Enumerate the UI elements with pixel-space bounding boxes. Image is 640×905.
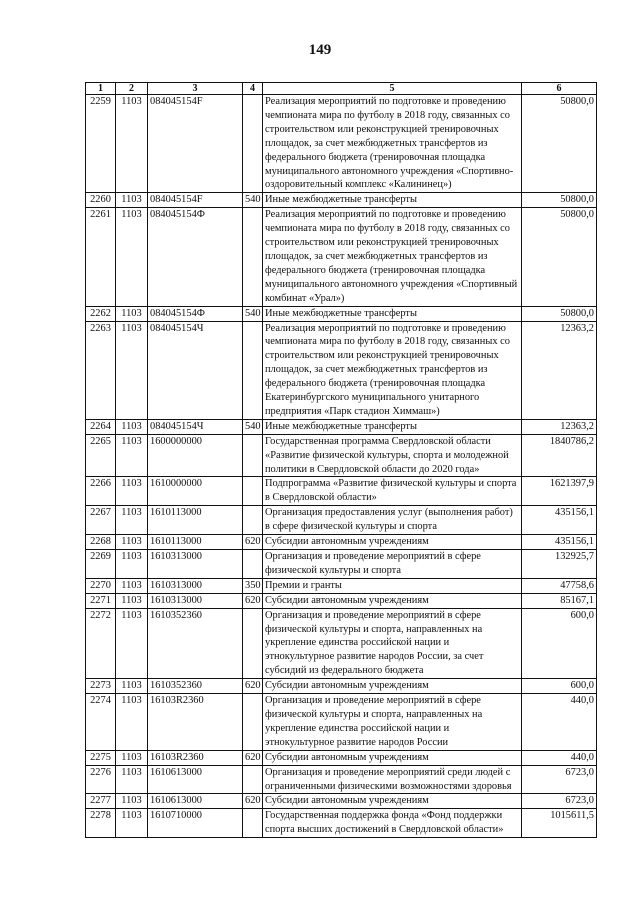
row-number-cell: 2272 bbox=[86, 608, 116, 679]
amount-cell: 435156,1 bbox=[522, 535, 597, 550]
row-number-cell: 2260 bbox=[86, 193, 116, 208]
section-code-cell: 1103 bbox=[116, 434, 148, 477]
budget-table bbox=[85, 82, 597, 838]
table-row bbox=[86, 608, 597, 679]
table-row bbox=[86, 694, 597, 751]
header-cell: 2 bbox=[116, 83, 148, 95]
row-number-cell: 2259 bbox=[86, 95, 116, 193]
description-cell: Субсидии автономным учреждениям bbox=[263, 679, 522, 694]
amount-cell: 1840786,2 bbox=[522, 434, 597, 477]
description-cell: Подпрограмма «Развитие физической культуры и спорта в Свердловской области» bbox=[263, 477, 522, 506]
amount-cell: 12363,2 bbox=[522, 419, 597, 434]
section-code-cell: 1103 bbox=[116, 193, 148, 208]
expense-type-cell: 540 bbox=[243, 306, 263, 321]
description-cell: Реализация мероприятий по подготовке и проведению чемпионата мира по футболу в 2018 году, связанных со строительством или реконструкцией тренировочных площадок, за счет межбюджетных трансфертов из федерального бюджета (тренировочная площадка муниципального автономного учреждения «Спортивный комбинат «Урал») bbox=[263, 208, 522, 306]
expense-type-cell bbox=[243, 809, 263, 838]
table-row bbox=[86, 321, 597, 419]
section-code-cell: 1103 bbox=[116, 694, 148, 751]
description-cell: Субсидии автономным учреждениям bbox=[263, 593, 522, 608]
description-cell: Иные межбюджетные трансферты bbox=[263, 419, 522, 434]
section-code-cell: 1103 bbox=[116, 578, 148, 593]
expense-type-cell bbox=[243, 208, 263, 306]
target-code-cell: 1610113000 bbox=[148, 535, 243, 550]
table-row bbox=[86, 578, 597, 593]
header-cell: 1 bbox=[86, 83, 116, 95]
section-code-cell: 1103 bbox=[116, 419, 148, 434]
target-code-cell: 16103R2360 bbox=[148, 694, 243, 751]
table-row bbox=[86, 306, 597, 321]
description-cell: Реализация мероприятий по подготовке и проведению чемпионата мира по футболу в 2018 году, связанных со строительством или реконструкцией тренировочных площадок, за счет межбюджетных трансфертов из федерального бюджета (тренировочная площадка муниципального автономного учреждения «Спортивно-оздоровительный комплекс «Калининец») bbox=[263, 95, 522, 193]
row-number-cell: 2270 bbox=[86, 578, 116, 593]
section-code-cell: 1103 bbox=[116, 535, 148, 550]
description-cell: Организация и проведение мероприятий в сфере физической культуры и спорта, направленных на укрепление единства российской нации и этнокультурное развитие народов России, за счет субсидий из федерального бюджета bbox=[263, 608, 522, 679]
target-code-cell: 084045154Ф bbox=[148, 306, 243, 321]
header-cell: 4 bbox=[243, 83, 263, 95]
expense-type-cell bbox=[243, 506, 263, 535]
target-code-cell: 1600000000 bbox=[148, 434, 243, 477]
row-number-cell: 2275 bbox=[86, 750, 116, 765]
table-row bbox=[86, 434, 597, 477]
table-row bbox=[86, 535, 597, 550]
target-code-cell: 1610000000 bbox=[148, 477, 243, 506]
amount-cell: 435156,1 bbox=[522, 506, 597, 535]
table-row bbox=[86, 193, 597, 208]
row-number-cell: 2263 bbox=[86, 321, 116, 419]
target-code-cell: 1610313000 bbox=[148, 578, 243, 593]
row-number-cell: 2268 bbox=[86, 535, 116, 550]
description-cell: Организация и проведение мероприятий в сфере физической культуры и спорта, направленных на укрепление единства российской нации и этнокультурное развитие народов России bbox=[263, 694, 522, 751]
section-code-cell: 1103 bbox=[116, 750, 148, 765]
page-number: 149 bbox=[308, 42, 332, 58]
description-cell: Государственная поддержка фонда «Фонд поддержки спорта высших достижений в Свердловской области» bbox=[263, 809, 522, 838]
table-row bbox=[86, 506, 597, 535]
section-code-cell: 1103 bbox=[116, 765, 148, 794]
section-code-cell: 1103 bbox=[116, 794, 148, 809]
amount-cell: 6723,0 bbox=[522, 794, 597, 809]
expense-type-cell: 350 bbox=[243, 578, 263, 593]
description-cell: Иные межбюджетные трансферты bbox=[263, 306, 522, 321]
row-number-cell: 2277 bbox=[86, 794, 116, 809]
table-row bbox=[86, 765, 597, 794]
target-code-cell: 1610352360 bbox=[148, 679, 243, 694]
description-cell: Организация предоставления услуг (выполнения работ) в сфере физической культуры и спорта bbox=[263, 506, 522, 535]
description-cell: Субсидии автономным учреждениям bbox=[263, 794, 522, 809]
row-number-cell: 2264 bbox=[86, 419, 116, 434]
amount-cell: 600,0 bbox=[522, 679, 597, 694]
expense-type-cell: 620 bbox=[243, 593, 263, 608]
amount-cell: 50800,0 bbox=[522, 306, 597, 321]
table-row bbox=[86, 550, 597, 579]
amount-cell: 12363,2 bbox=[522, 321, 597, 419]
header-row bbox=[86, 83, 597, 95]
section-code-cell: 1103 bbox=[116, 208, 148, 306]
amount-cell: 50800,0 bbox=[522, 193, 597, 208]
expense-type-cell: 620 bbox=[243, 535, 263, 550]
target-code-cell: 084045154Ч bbox=[148, 419, 243, 434]
amount-cell: 50800,0 bbox=[522, 95, 597, 193]
expense-type-cell: 620 bbox=[243, 794, 263, 809]
section-code-cell: 1103 bbox=[116, 477, 148, 506]
table-row bbox=[86, 95, 597, 193]
section-code-cell: 1103 bbox=[116, 321, 148, 419]
amount-cell: 1015611,5 bbox=[522, 809, 597, 838]
expense-type-cell bbox=[243, 95, 263, 193]
description-cell: Субсидии автономным учреждениям bbox=[263, 535, 522, 550]
table-row bbox=[86, 593, 597, 608]
amount-cell: 1621397,9 bbox=[522, 477, 597, 506]
section-code-cell: 1103 bbox=[116, 809, 148, 838]
expense-type-cell bbox=[243, 321, 263, 419]
amount-cell: 6723,0 bbox=[522, 765, 597, 794]
row-number-cell: 2261 bbox=[86, 208, 116, 306]
header-cell: 3 bbox=[148, 83, 243, 95]
row-number-cell: 2265 bbox=[86, 434, 116, 477]
section-code-cell: 1103 bbox=[116, 550, 148, 579]
amount-cell: 47758,6 bbox=[522, 578, 597, 593]
section-code-cell: 1103 bbox=[116, 679, 148, 694]
row-number-cell: 2267 bbox=[86, 506, 116, 535]
expense-type-cell bbox=[243, 765, 263, 794]
target-code-cell: 1610352360 bbox=[148, 608, 243, 679]
amount-cell: 440,0 bbox=[522, 694, 597, 751]
description-cell: Субсидии автономным учреждениям bbox=[263, 750, 522, 765]
target-code-cell: 16103R2360 bbox=[148, 750, 243, 765]
row-number-cell: 2262 bbox=[86, 306, 116, 321]
expense-type-cell bbox=[243, 694, 263, 751]
table-row bbox=[86, 477, 597, 506]
row-number-cell: 2278 bbox=[86, 809, 116, 838]
section-code-cell: 1103 bbox=[116, 608, 148, 679]
section-code-cell: 1103 bbox=[116, 593, 148, 608]
description-cell: Организация и проведение мероприятий в сфере физической культуры и спорта bbox=[263, 550, 522, 579]
expense-type-cell bbox=[243, 608, 263, 679]
description-cell: Организация и проведение мероприятий среди людей с ограниченными физическими возможностями здоровья bbox=[263, 765, 522, 794]
expense-type-cell: 620 bbox=[243, 750, 263, 765]
expense-type-cell: 540 bbox=[243, 419, 263, 434]
table-row bbox=[86, 679, 597, 694]
target-code-cell: 1610113000 bbox=[148, 506, 243, 535]
table-row bbox=[86, 419, 597, 434]
target-code-cell: 1610710000 bbox=[148, 809, 243, 838]
description-cell: Иные межбюджетные трансферты bbox=[263, 193, 522, 208]
target-code-cell: 1610313000 bbox=[148, 550, 243, 579]
table-row bbox=[86, 208, 597, 306]
amount-cell: 132925,7 bbox=[522, 550, 597, 579]
target-code-cell: 1610613000 bbox=[148, 794, 243, 809]
expense-type-cell bbox=[243, 434, 263, 477]
row-number-cell: 2273 bbox=[86, 679, 116, 694]
description-cell: Государственная программа Свердловской области «Развитие физической культуры, спорта и молодежной политики в Свердловской области до 2020 года» bbox=[263, 434, 522, 477]
target-code-cell: 1610313000 bbox=[148, 593, 243, 608]
target-code-cell: 084045154F bbox=[148, 193, 243, 208]
expense-type-cell bbox=[243, 550, 263, 579]
target-code-cell: 084045154Ч bbox=[148, 321, 243, 419]
amount-cell: 85167,1 bbox=[522, 593, 597, 608]
row-number-cell: 2271 bbox=[86, 593, 116, 608]
expense-type-cell: 620 bbox=[243, 679, 263, 694]
section-code-cell: 1103 bbox=[116, 506, 148, 535]
expense-type-cell bbox=[243, 477, 263, 506]
row-number-cell: 2269 bbox=[86, 550, 116, 579]
table-row bbox=[86, 794, 597, 809]
expense-type-cell: 540 bbox=[243, 193, 263, 208]
row-number-cell: 2276 bbox=[86, 765, 116, 794]
row-number-cell: 2266 bbox=[86, 477, 116, 506]
target-code-cell: 084045154F bbox=[148, 95, 243, 193]
table-row bbox=[86, 809, 597, 838]
target-code-cell: 1610613000 bbox=[148, 765, 243, 794]
row-number-cell: 2274 bbox=[86, 694, 116, 751]
amount-cell: 50800,0 bbox=[522, 208, 597, 306]
description-cell: Премии и гранты bbox=[263, 578, 522, 593]
description-cell: Реализация мероприятий по подготовке и проведению чемпионата мира по футболу в 2018 году, связанных со строительством или реконструкцией тренировочных площадок, за счет межбюджетных трансфертов из федерального бюджета (тренировочная площадка Екатеринбургского муниципального унитарного предприятия «Парк стадион Химмаш») bbox=[263, 321, 522, 419]
section-code-cell: 1103 bbox=[116, 306, 148, 321]
table-row bbox=[86, 750, 597, 765]
section-code-cell: 1103 bbox=[116, 95, 148, 193]
amount-cell: 440,0 bbox=[522, 750, 597, 765]
header-cell: 5 bbox=[263, 83, 522, 95]
amount-cell: 600,0 bbox=[522, 608, 597, 679]
target-code-cell: 084045154Ф bbox=[148, 208, 243, 306]
header-cell: 6 bbox=[522, 83, 597, 95]
